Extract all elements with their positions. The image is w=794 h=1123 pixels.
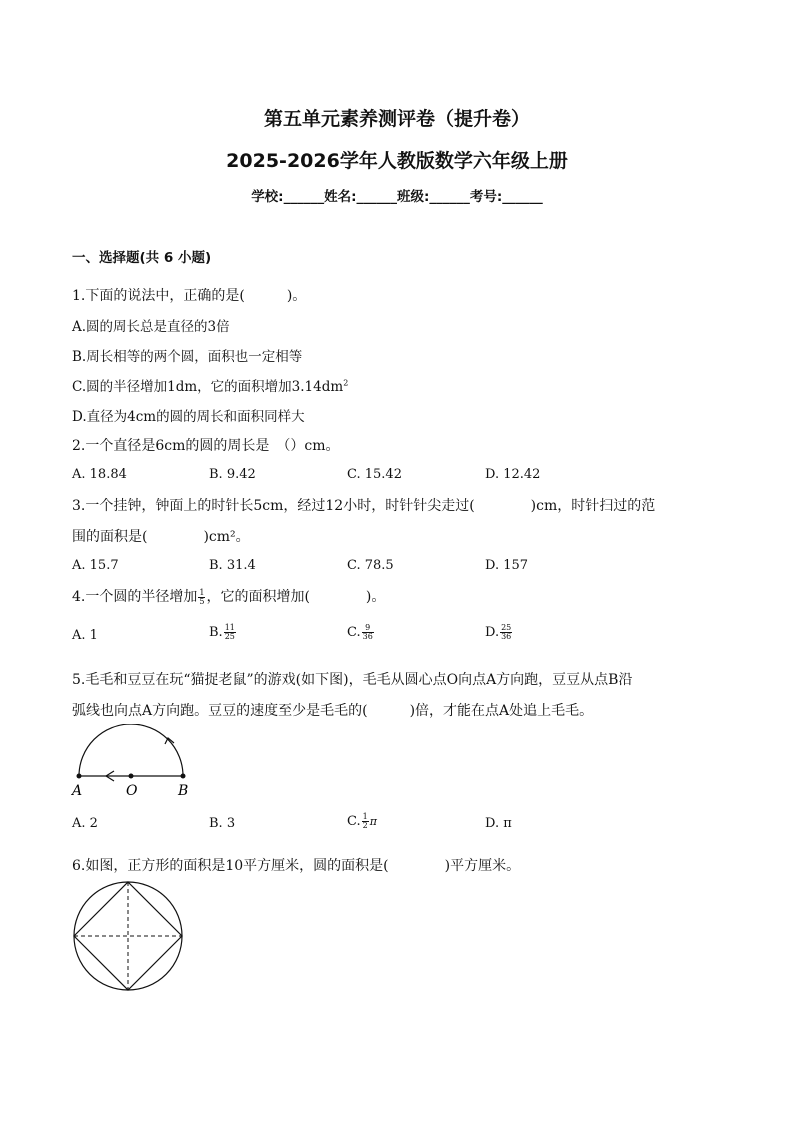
q3-stem-line2: 围的面积是( )cm²。	[72, 529, 250, 545]
q4-option-c-den: 36	[362, 632, 373, 641]
q3-stem-line1: 3.一个挂钟，钟面上的时针长5cm，经过12小时，时针针尖走过( )cm，时针扫过的范	[72, 498, 656, 514]
q4-stem-pre: 4.一个圆的半径增加	[72, 589, 198, 605]
q3-option-a: A. 15.7	[72, 558, 119, 573]
q2-option-a: A. 18.84	[72, 467, 127, 482]
exam-subtitle: 2025-2026学年人教版数学六年级上册	[226, 150, 568, 172]
label-o: O	[126, 783, 138, 799]
q4-option-d-label: D.	[485, 625, 500, 640]
q6-stem: 6.如图，正方形的面积是10平方厘米，圆的面积是( )平方厘米。	[72, 858, 521, 874]
q4-option-b	[209, 624, 237, 641]
q3-option-b: B. 31.4	[209, 558, 256, 573]
q5-option-c-fraction	[362, 813, 369, 830]
q4-option-d	[485, 624, 513, 641]
q1-option-c-sup: 2	[343, 378, 349, 388]
q1-option-a: A.圆的周长总是直径的3倍	[72, 319, 230, 335]
q5-option-c-num: 1	[362, 812, 368, 821]
point-b	[181, 774, 186, 779]
q3-option-c: C. 78.5	[347, 558, 394, 573]
q4-option-c-num: 9	[362, 624, 374, 633]
q4-option-d-num: 25	[501, 623, 512, 632]
q1-option-b: B.周长相等的两个圆，面积也一定相等	[72, 349, 303, 365]
q2-stem: 2.一个直径是6cm的圆的周长是 （）cm。	[72, 438, 340, 454]
q4-option-b-label: B.	[209, 625, 223, 640]
q1-option-c-text: C.圆的半径增加1dm，它的面积增加3.14dm	[72, 379, 344, 395]
point-o	[129, 774, 134, 779]
q5-stem-line2: 弧线也向点A方向跑。豆豆的速度至少是毛毛的( )倍，才能在点A处追上毛毛。	[72, 703, 594, 719]
label-b: B	[178, 783, 189, 799]
semicircle-figure	[66, 724, 206, 802]
q2-option-b: B. 9.42	[209, 467, 256, 482]
q5-option-c-label: C.	[347, 814, 361, 829]
q4-option-b-num: 11	[224, 623, 235, 632]
q5-stem-line1: 5.毛毛和豆豆在玩“猫捉老鼠”的游戏(如下图)，毛毛从圆心点O向点A方向跑，豆豆从点B沿	[72, 672, 633, 688]
q4-stem-post: ，它的面积增加( )。	[206, 589, 386, 605]
q5-option-c	[347, 813, 377, 830]
q5-option-b: B. 3	[209, 816, 236, 831]
semicircle-arc	[79, 724, 183, 776]
q4-option-c	[347, 624, 375, 641]
q4-option-c-label: C.	[347, 625, 361, 640]
q4-option-a: A. 1	[72, 628, 98, 643]
q3-option-d: D. 157	[485, 558, 529, 573]
circle-square-figure	[68, 878, 188, 998]
point-a	[77, 774, 82, 779]
q2-option-c: C. 15.42	[347, 467, 402, 482]
q4-option-c-fraction	[362, 624, 374, 641]
q5-option-c-den: 2	[362, 821, 368, 830]
exam-title: 第五单元素养测评卷（提升卷）	[263, 108, 530, 130]
q5-option-c-pi: π	[369, 815, 377, 828]
student-info-line: 学校:______姓名:______班级:______考号:______	[251, 189, 543, 205]
section-title: 一、选择题(共 6 小题)	[72, 250, 212, 266]
q5-option-a: A. 2	[72, 816, 98, 831]
q4-option-b-fraction	[224, 624, 236, 641]
q4-stem-fraction	[198, 589, 205, 606]
q1-option-c	[72, 375, 348, 395]
q4-option-d-den: 36	[501, 632, 512, 641]
q4-option-d-fraction	[500, 624, 512, 641]
q1-option-d: D.直径为4cm的圆的周长和面积同样大	[72, 409, 305, 425]
q4-option-b-den: 25	[224, 632, 235, 641]
q1-stem: 1.下面的说法中，正确的是( )。	[72, 288, 307, 304]
q4-stem-frac-num: 1	[199, 587, 205, 597]
q2-option-d: D. 12.42	[485, 467, 541, 482]
q5-option-d: D. π	[485, 816, 512, 831]
q4-stem	[72, 586, 385, 606]
label-a: A	[72, 783, 83, 799]
q4-stem-frac-den: 5	[199, 596, 205, 606]
